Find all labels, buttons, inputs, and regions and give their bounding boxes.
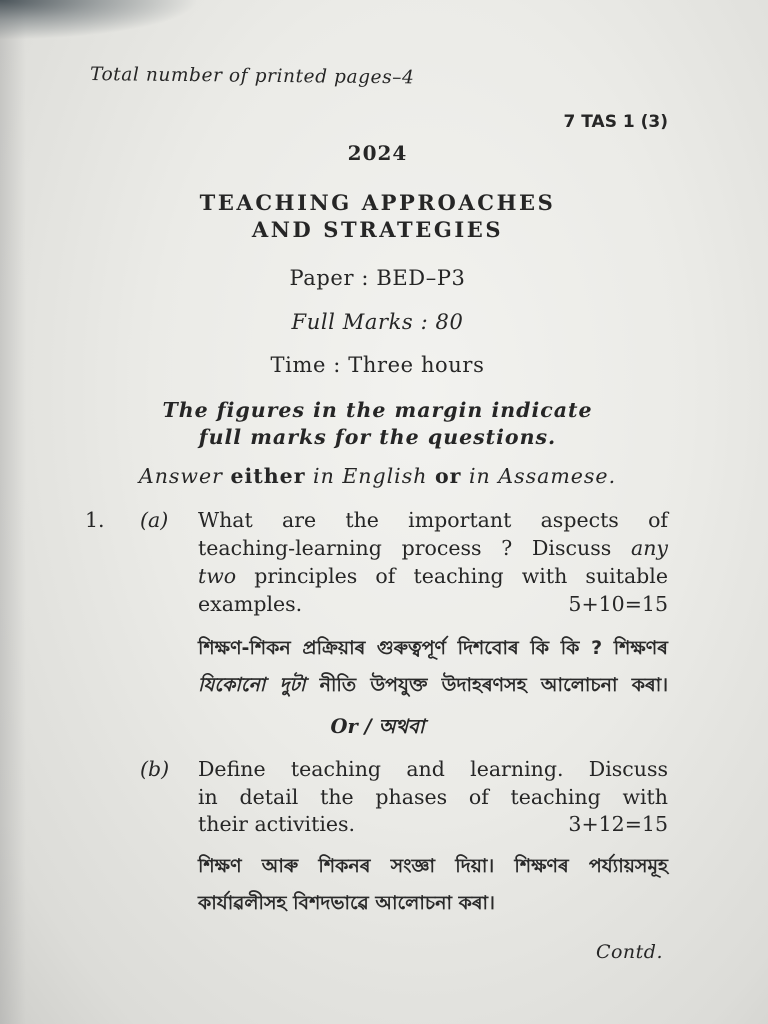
corner-shadow (0, 0, 200, 40)
exam-time: Time : Three hours (270, 353, 485, 377)
language-part: Answer (138, 464, 223, 488)
printed-pages-note: Total number of printed pages–4 (89, 64, 415, 89)
question-text-emphasis: any (630, 536, 668, 560)
paper-title-line2: AND STRATEGIES (251, 217, 504, 242)
question-text-emphasis: two (198, 564, 237, 588)
paper-code: 7 TAS 1 (3) (563, 112, 668, 132)
language-part-emphasis: or (434, 464, 462, 488)
question-1a-line3 (198, 562, 668, 590)
question-text: their activities. (198, 812, 356, 836)
question-text: teaching-learning process ? Discuss (198, 536, 612, 560)
language-part-emphasis: either (230, 464, 306, 488)
full-marks: Full Marks : 80 (291, 310, 464, 334)
paper-edge-shadow (0, 0, 26, 1024)
instruction-line2: full marks for the questions. (198, 425, 557, 449)
question-text: নীতি উপযুক্ত উদাহৰণসহ আলোচনা কৰা। (319, 674, 669, 696)
question-marks: 5+10=15 (568, 592, 668, 616)
question-1b-line3 (198, 810, 668, 838)
question-1a-line2 (198, 534, 668, 562)
question-number: 1. (85, 508, 105, 532)
question-text: principles of teaching with suitable (254, 564, 668, 588)
question-1b-assamese-line1: শিক্ষণ আৰু শিকনৰ সংজ্ঞা দিয়া। শিক্ষণৰ পৰ্য্যায়সমূহ (198, 855, 668, 877)
language-part: in Assamese. (469, 464, 617, 488)
paper-title-line1: TEACHING APPROACHES (199, 190, 556, 215)
exam-year: 2024 (347, 141, 408, 165)
language-part: in English (313, 464, 428, 488)
question-1a-assamese-line1: শিক্ষণ-শিকন প্ৰক্ৰিয়াৰ গুৰুত্বপূৰ্ণ দিশবোৰ কি কি ? শিক্ষণৰ (198, 637, 668, 659)
question-1b-line2: in detail the phases of teaching with (198, 785, 668, 809)
paper-code-line: Paper : BED–P3 (289, 266, 466, 290)
question-marks: 3+12=15 (568, 812, 668, 836)
question-1a-line4 (198, 590, 668, 618)
question-part-label-a: (a) (140, 508, 169, 532)
question-part-label-b: (b) (140, 757, 170, 781)
language-instruction (85, 462, 670, 490)
question-1b-assamese-line2: কাৰ্যাৱলীসহ বিশদভাৱে আলোচনা কৰা। (198, 892, 495, 914)
question-text: examples. (198, 592, 303, 616)
question-1a-assamese-line2 (198, 670, 668, 700)
instruction-line1: The figures in the margin indicate (162, 398, 593, 422)
continued-note: Contd. (595, 941, 663, 963)
question-text-emphasis: যিকোনো দুটা (198, 674, 306, 696)
or-separator: Or / অথবা (330, 715, 425, 738)
question-1a-line1: What are the important aspects of (198, 508, 668, 532)
question-1b-line1: Define teaching and learning. Discuss (198, 757, 668, 781)
